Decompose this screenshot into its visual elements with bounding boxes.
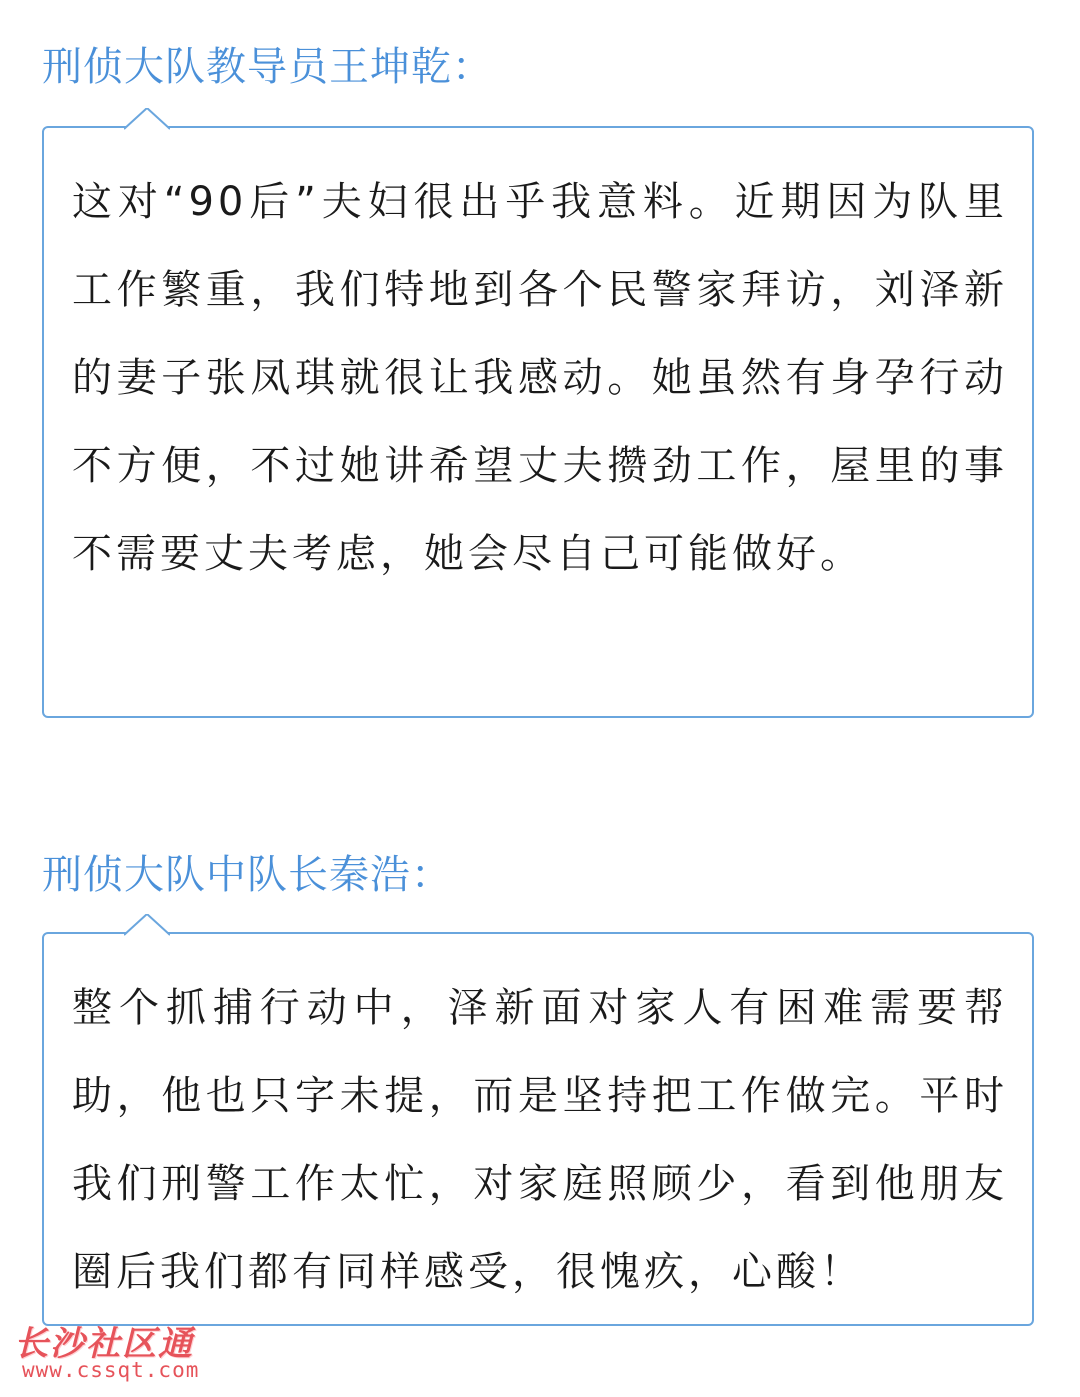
speaker-name-1: 刑侦大队教导员王坤乾： [42, 44, 493, 90]
speaker-name-2: 刑侦大队中队长秦浩： [42, 852, 452, 898]
quote-text-2: 整个抓捕行动中，泽新面对家人有困难需要帮助，他也只字未提，而是坚持把工作做完。平时我们刑警工作太忙，对家庭照顾少，看到他朋友圈后我们都有同样感受，很愧疚，心酸！ [72, 985, 1008, 1295]
watermark-url: www.cssqt.com [22, 1358, 200, 1382]
quote-text-1: 这对“90后”夫妇很出乎我意料。近期因为队里工作繁重，我们特地到各个民警家拜访，刘泽新的妻子张凤琪就很让我感动。她虽然有身孕行动不方便，不过她讲希望丈夫攒劲工作，屋里的事不需要丈夫考虑，她会尽自己可能做好。 [72, 179, 1008, 577]
quote-bubble-2 [42, 932, 1034, 1326]
quote-bubble-1 [42, 126, 1034, 718]
watermark-title: 长沙社区通 [14, 1324, 194, 1364]
watermark-logo [8, 1316, 228, 1394]
